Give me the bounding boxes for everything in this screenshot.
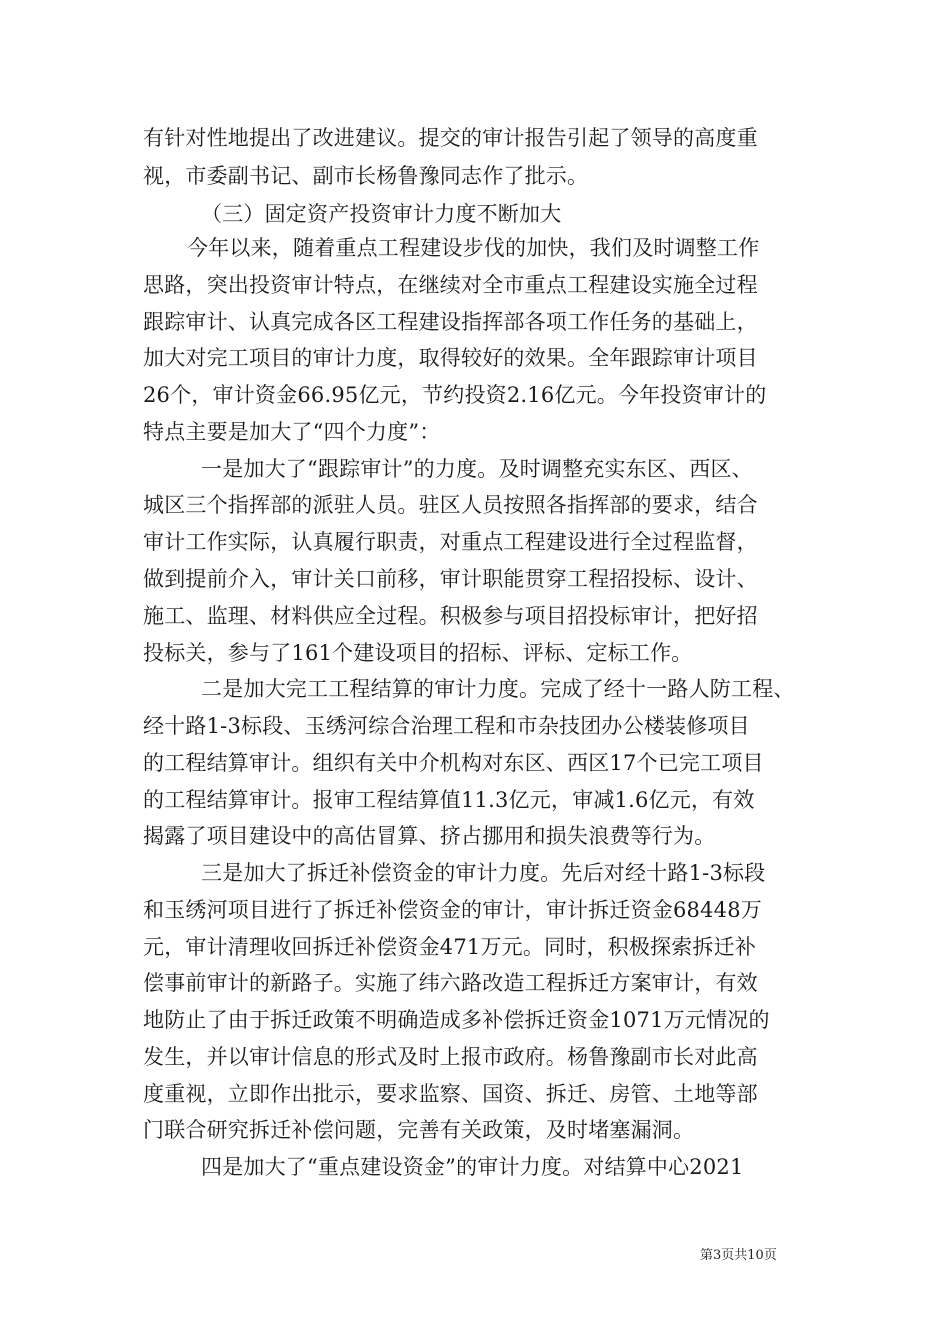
- text-line: 26个，审计资金66.95亿元，节约投资2.16亿元。今年投资审计的: [143, 383, 767, 407]
- text-line: 四是加大了“重点建设资金”的审计力度。对结算中心2021: [201, 1155, 744, 1179]
- text-line: 特点主要是加大了“四个力度”：: [143, 420, 441, 444]
- text-line: 今年以来，随着重点工程建设步伐的加快，我们及时调整工作: [187, 236, 760, 260]
- text-line: 偿事前审计的新路子。实施了纬六路改造工程拆迁方案审计，有效: [143, 971, 758, 995]
- text-line: 审计工作实际，认真履行职责，对重点工程建设进行全过程监督，: [143, 530, 758, 554]
- text-line: 二是加大完工工程结算的审计力度。完成了经十一路人防工程、: [201, 677, 795, 701]
- text-line: 施工、监理、材料供应全过程。积极参与项目招投标审计，把好招: [143, 604, 758, 628]
- text-line: 一是加大了“跟踪审计”的力度。及时调整充实东区、西区、: [201, 457, 753, 481]
- text-line: 城区三个指挥部的派驻人员。驻区人员按照各指挥部的要求，结合: [143, 493, 758, 517]
- page-number: 第3页共10页: [700, 1248, 777, 1263]
- text-line: 跟踪审计、认真完成各区工程建设指挥部各项工作任务的基础上，: [143, 310, 758, 334]
- text-line: 三是加大了拆迁补偿资金的审计力度。先后对经十路1-3标段: [201, 861, 766, 885]
- text-line: 思路，突出投资审计特点，在继续对全市重点工程建设实施全过程: [143, 273, 758, 297]
- text-line: 有针对性地提出了改进建议。提交的审计报告引起了领导的高度重: [143, 126, 758, 150]
- text-line: 地防止了由于拆迁政策不明确造成多补偿拆迁资金1071万元情况的: [143, 1008, 770, 1032]
- text-line: 经十路1-3标段、玉绣河综合治理工程和市杂技团办公楼装修项目: [143, 714, 750, 738]
- text-line: 的工程结算审计。组织有关中介机构对东区、西区17个已完工项目: [143, 751, 764, 775]
- text-line: 揭露了项目建设中的高估冒算、挤占挪用和损失浪费等行为。: [143, 824, 716, 848]
- text-line: 视，市委副书记、副市长杨鲁豫同志作了批示。: [143, 164, 589, 188]
- text-line: 发生，并以审计信息的形式及时上报市政府。杨鲁豫副市长对此高: [143, 1045, 758, 1069]
- text-line: 元，审计清理收回拆迁补偿资金471万元。同时，积极探索拆迁补: [143, 935, 757, 959]
- section-heading: （三）固定资产投资审计力度不断加大: [201, 202, 562, 226]
- text-line: 门联合研究拆迁补偿问题，完善有关政策，及时堵塞漏洞。: [143, 1118, 695, 1142]
- text-line: 和玉绣河项目进行了拆迁补偿资金的审计，审计拆迁资金68448万: [143, 898, 763, 922]
- text-line: 做到提前介入，审计关口前移，审计职能贯穿工程招投标、设计、: [143, 567, 758, 591]
- text-line: 度重视，立即作出批示，要求监察、国资、拆迁、房管、土地等部: [143, 1082, 758, 1106]
- text-line: 的工程结算审计。报审工程结算值11.3亿元，审减1.6亿元，有效: [143, 788, 755, 812]
- text-line: 加大对完工项目的审计力度，取得较好的效果。全年跟踪审计项目: [143, 346, 758, 370]
- text-line: 投标关，参与了161个建设项目的招标、评标、定标工作。: [143, 641, 693, 665]
